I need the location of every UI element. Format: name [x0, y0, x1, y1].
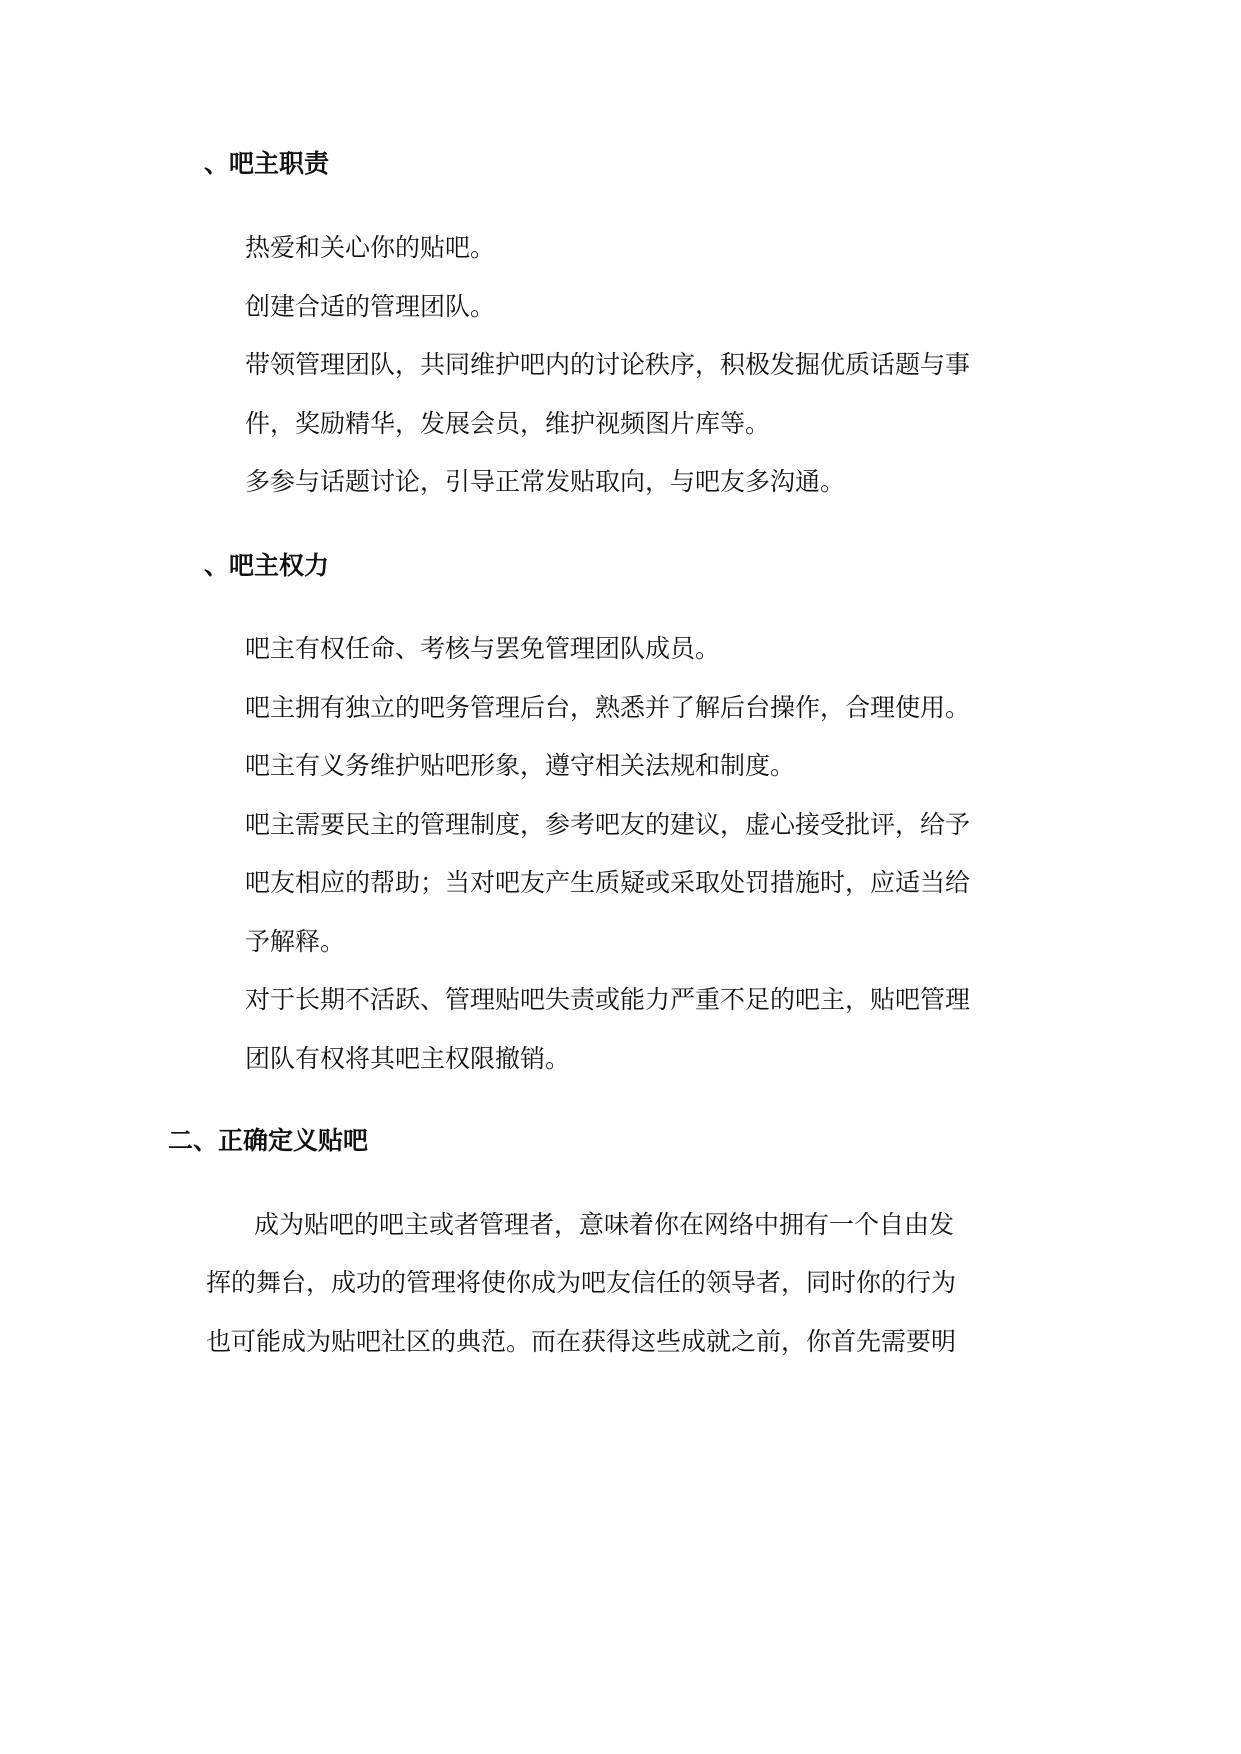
paragraph-line: 成为贴吧的吧主或者管理者，意味着你在网络中拥有一个自由发	[254, 1210, 955, 1239]
paragraph-line: 创建合适的管理团队。	[245, 292, 496, 321]
section-heading: 、吧主权力	[204, 551, 330, 580]
paragraph-line: 吧友相应的帮助；当对吧友产生质疑或采取处罚措施时，应适当给	[245, 868, 971, 897]
section-heading: 二、正确定义贴吧	[168, 1126, 369, 1155]
paragraph-line: 件，奖励精华，发展会员，维护视频图片库等。	[245, 409, 771, 438]
paragraph-line: 对于长期不活跃、管理贴吧失责或能力严重不足的吧主，贴吧管理	[245, 985, 971, 1014]
paragraph-line: 热爱和关心你的贴吧。	[245, 233, 496, 262]
paragraph-line: 吧主有权任命、考核与罢免管理团队成员。	[245, 634, 721, 663]
paragraph-line: 也可能成为贴吧社区的典范。而在获得这些成就之前，你首先需要明	[206, 1327, 957, 1356]
paragraph-line: 吧主需要民主的管理制度，参考吧友的建议，虚心接受批评，给予	[245, 810, 971, 839]
paragraph-line: 多参与话题讨论，引导正常发贴取向，与吧友多沟通。	[245, 467, 846, 496]
paragraph-line: 吧主有义务维护贴吧形象，遵守相关法规和制度。	[245, 751, 796, 780]
paragraph-line: 挥的舞台，成功的管理将使你成为吧友信任的领导者，同时你的行为	[206, 1268, 957, 1297]
paragraph-line: 团队有权将其吧主权限撤销。	[245, 1044, 571, 1073]
paragraph-line: 吧主拥有独立的吧务管理后台，熟悉并了解后台操作，合理使用。	[245, 693, 971, 722]
paragraph-line: 带领管理团队，共同维护吧内的讨论秩序，积极发掘优质话题与事	[245, 350, 971, 379]
paragraph-line: 予解释。	[245, 927, 346, 956]
section-heading: 、吧主职责	[204, 149, 330, 178]
